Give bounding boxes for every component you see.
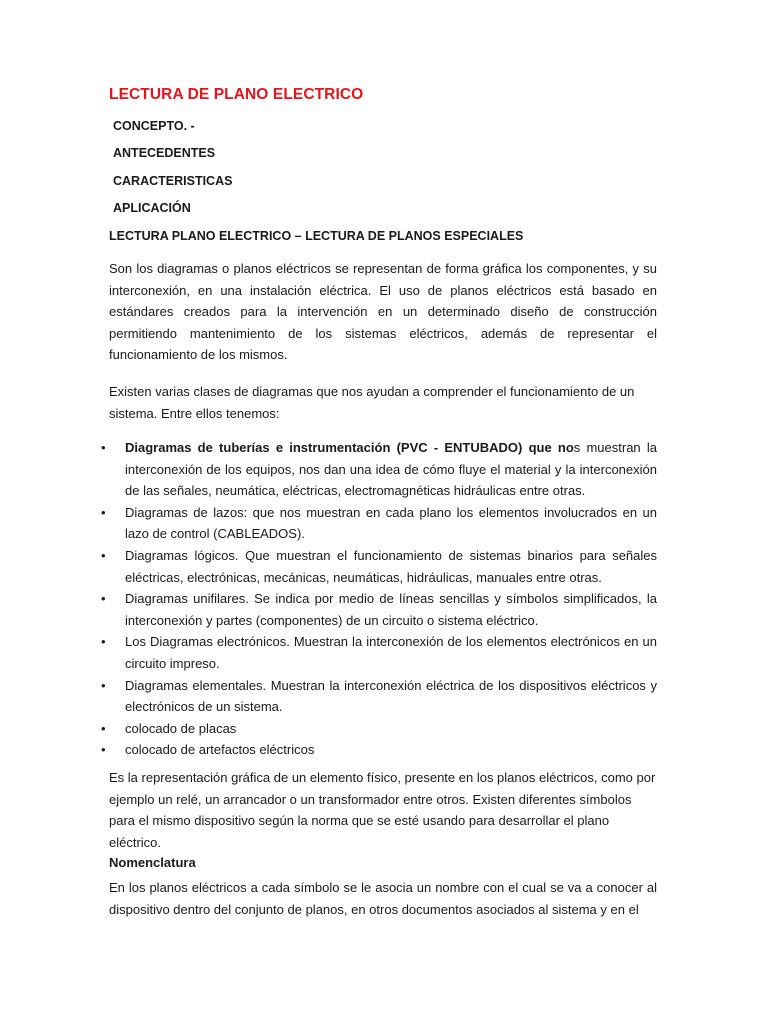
toc-item-antecedentes: ANTECEDENTES: [113, 146, 216, 160]
paragraph-clases: Existen varias clases de diagramas que nos ayudan a comprender el funcionamiento de un sistema. Entre ellos tenemos:: [109, 384, 635, 421]
bullet-icon: •: [101, 742, 106, 758]
list-item-text: Diagramas de lazos: que nos muestran en cada plano los elementos involucrados en un lazo de control (CABLEADOS).: [125, 504, 657, 542]
list-item: [0, 675, 657, 718]
list-item: [0, 718, 657, 740]
list-item-text: Los Diagramas electrónicos. Muestran la interconexión de los elementos electrónicos en un circuito impreso.: [125, 634, 657, 671]
bullet-icon: •: [101, 504, 106, 520]
list-item-text: Diagramas lógicos. Que muestran el funcionamiento de sistemas binarios para señales eléctricas, electrónicas, mecánicas, neumáticas, hidráulicas, manuales entre otras.: [125, 547, 657, 585]
list-item-text: colocado de placas: [125, 720, 237, 736]
diagram-types-list: [0, 437, 768, 761]
list-item: [0, 739, 657, 761]
list-item-text: Diagramas unifilares. Se indica por medio de líneas sencillas y símbolos simplificados, la interconexión y partes (componentes) de un circuito o sistema eléctrico.: [125, 591, 657, 628]
toc-item-caracteristicas: CARACTERISTICAS: [113, 174, 233, 188]
list-item: [0, 545, 657, 588]
list-item: [0, 631, 657, 674]
list-item-text: Diagramas elementales. Muestran la interconexión eléctrica de los dispositivos eléctricos y electrónicos de un sistema.: [125, 677, 657, 715]
list-item: [0, 588, 657, 631]
bullet-icon: •: [101, 591, 106, 607]
toc-item-aplicacion: APLICACIÓN: [113, 201, 191, 215]
heading-nomenclatura: Nomenclatura: [109, 855, 196, 870]
bullet-icon: •: [101, 634, 106, 650]
list-item: [0, 502, 657, 545]
toc-item-concepto: CONCEPTO. -: [113, 119, 195, 133]
list-item-text: colocado de artefactos eléctricos: [125, 742, 315, 758]
paragraph-representacion: Es la representación gráfica de un elemento físico, presente en los planos eléctricos, como por ejemplo un relé, un arrancador o un transformador entre otros. Existen diferentes símbolos para el mismo dispositivo según la norma que se esté usando para desarrollar el plano eléctrico.: [109, 770, 656, 850]
list-item-bold-text: Diagramas de tuberías e instrumentación (PVC - ENTUBADO) que no: [125, 440, 574, 455]
list-item-text: s muestran la interconexión de los equipos, nos dan una idea de cómo fluye el material y la interconexión de las señales, neumática, eléctricas, electromagnéticas hidráulicas entre otras.: [125, 440, 657, 499]
bullet-icon: •: [101, 677, 106, 693]
bullet-icon: •: [101, 440, 106, 455]
section-subtitle: LECTURA PLANO ELECTRICO – LECTURA DE PLANOS ESPECIALES: [109, 229, 524, 243]
document-title: LECTURA DE PLANO ELECTRICO: [109, 86, 364, 103]
list-item: [0, 437, 657, 502]
paragraph-intro: Son los diagramas o planos eléctricos se representan de forma gráfica los componentes, y su interconexión, en una instalación eléctrica. El uso de planos eléctricos está basado en estándares creados para la intervención en un determinado diseño de construcción permitiendo mantenimiento de los sistemas eléctricos, además de representar el funcionamiento de los mismos.: [109, 261, 657, 363]
bullet-icon: •: [101, 547, 106, 563]
paragraph-nomenclatura: En los planos eléctricos a cada símbolo se le asocia un nombre con el cual se va a conocer al dispositivo dentro del conjunto de planos, en otros documentos asociados al sistema y en el: [109, 880, 657, 917]
bullet-icon: •: [101, 720, 106, 736]
